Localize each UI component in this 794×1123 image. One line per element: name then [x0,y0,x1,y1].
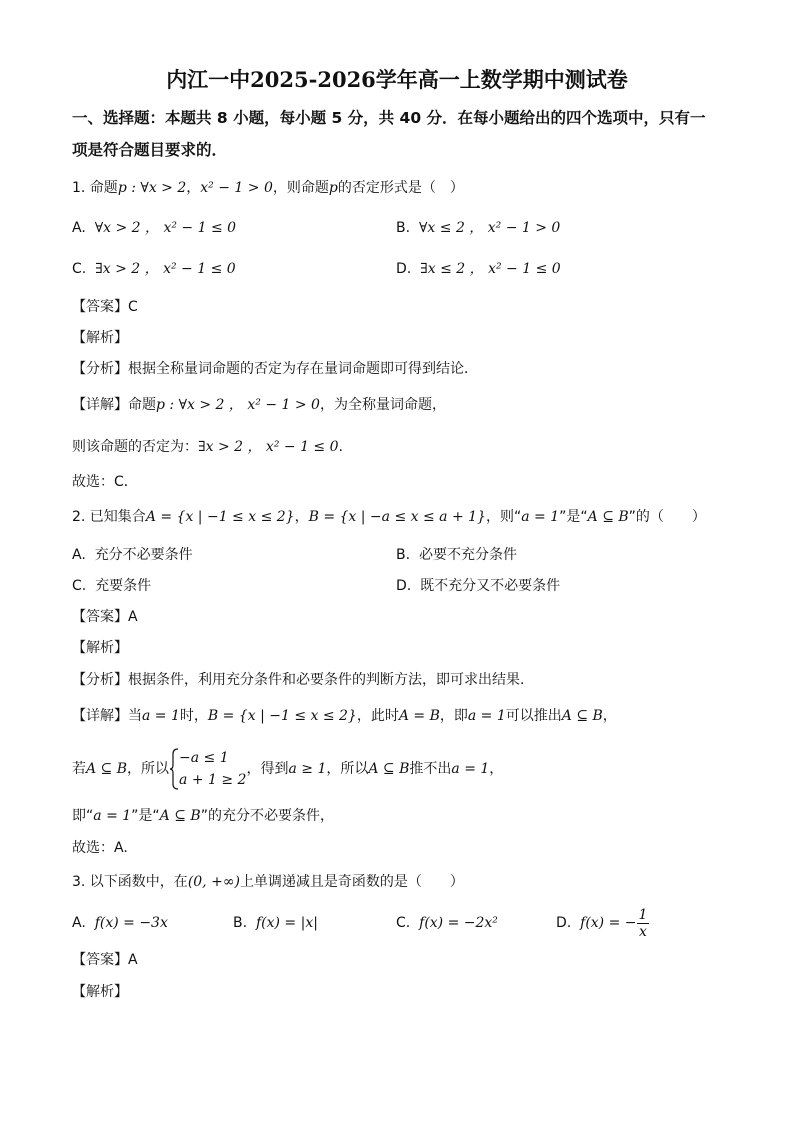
section-heading-line1: 一、选择题：本题共 8 小题，每小题 5 分，共 40 分．在每小题给出的四个选项中，只有一 [72,109,706,127]
q2-line2 [72,746,503,792]
q2-xj-t2: ，此时 [356,708,399,724]
q1-xiangjie-post: ，为全称量词命题， [319,397,446,413]
q2-answer: 【答案】A [72,609,138,625]
q2-l2-t3: ，所以 [326,761,369,777]
q2-system-row1: −a ≤ 1 [179,750,229,766]
q1-negation-math: ∃x > 2 ， x² − 1 ≤ 0 [198,439,339,455]
q2-line3 [72,806,334,826]
q1-option-d [396,259,561,279]
section-heading-line2: 项是符合题目要求的． [72,141,228,159]
q2-stem-mid: ， [294,509,309,525]
q2-l3-m1: a = 1 [93,808,132,824]
q2-set-a: A = {x | −1 ≤ x ≤ 2} [145,509,295,525]
q2-l3-m2: A ⊆ B [159,808,201,824]
q2-stem-pre: 2. 已知集合 [72,509,146,525]
q2-l2-pre: 若 [72,761,86,777]
q3-option-d-denominator: x [639,923,647,940]
q1-stem-post2: 的否定形式是（ ） [337,180,464,196]
q1-option-d-label: D. [396,261,412,277]
q1-answer: 【答案】C [72,299,138,315]
q2-l2-m2: a ≥ 1 [288,761,327,777]
q1-stem-math2: x² − 1 > 0 [200,180,273,196]
q2-xj-m3: A = B [398,708,440,724]
q3-option-b [233,913,318,933]
q3-option-a-label: A. [72,915,86,931]
q2-l2-m1: A ⊆ B [86,761,128,777]
q2-l2-m4: a = 1 [451,761,490,777]
q2-l2-m3: A ⊆ B [368,761,410,777]
q3-option-d [556,903,649,943]
q2-xj-m5: A ⊆ B [561,708,603,724]
q1-option-c [72,259,236,279]
q1-stem-math3: p [328,180,338,196]
q2-option-a-label: A. [72,547,86,563]
q2-option-b-text: 必要不充分条件 [418,547,517,563]
q1-option-c-label: C. [72,261,87,277]
q1-option-a-text: ∀x > 2 ， x² − 1 ≤ 0 [94,220,237,236]
q3-option-b-text: f(x) = |x| [255,915,318,931]
q1-stem-pre: 1. 命题 [72,180,118,196]
q2-option-a [72,545,193,565]
q3-option-c-label: C. [396,915,411,931]
q2-option-b-label: B. [396,547,411,563]
q3-option-d-numerator: 1 [638,906,648,923]
q3-stem-math: (0, +∞) [187,874,240,890]
q2-xj-pre: 【详解】当 [72,708,142,724]
q2-xj-m2: B = {x | −1 ≤ x ≤ 2} [207,708,357,724]
q1-option-c-text: ∃x > 2 ， x² − 1 ≤ 0 [95,261,236,277]
q2-analysis: 【解析】 [72,640,128,656]
q2-stem-post1: ，则“ [485,509,522,525]
q2-system-row2: a + 1 ≥ 2 [179,772,247,788]
q2-l2-t1: ，所以 [127,761,170,777]
q1-choose: 故选：C． [72,474,138,490]
q1-negation-pre: 则该命题的否定为： [72,439,198,455]
left-brace-icon [169,748,179,790]
q3-option-d-pre: f(x) = − [580,915,637,931]
q1-stem-post1: ，则命题 [272,180,329,196]
q2-l2-t5: ， [489,761,504,777]
q2-system [179,747,246,791]
q1-option-b [396,218,560,238]
q2-option-a-text: 充分不必要条件 [94,547,193,563]
q2-choose: 故选：A. [72,840,128,856]
q1-option-b-label: B. [396,220,411,236]
q2-l3-t2: ”的充分不必要条件， [200,808,334,824]
q1-stem [72,178,464,198]
q3-answer: 【答案】A [72,952,138,968]
q2-option-d-text: 既不充分又不必要条件 [420,578,561,594]
q2-xj-t5: ， [602,708,617,724]
q1-option-a-label: A. [72,220,86,236]
q2-l2-t4: 推不出 [409,761,452,777]
q1-xiangjie-pre: 【详解】命题 [72,397,156,413]
q2-cond: a = 1 [521,509,560,525]
q2-cond2: A ⊆ B [587,509,629,525]
q2-option-d-label: D. [396,578,412,594]
q3-option-c [396,913,498,933]
q2-option-c-label: C. [72,578,87,594]
q3-analysis: 【解析】 [72,984,128,1000]
q2-xiangjie [72,706,617,726]
q1-stem-mid: ， [186,180,201,196]
q2-l3-pre: 即“ [72,808,94,824]
q2-fenxi: 【分析】根据条件，利用充分条件和必要条件的判断方法，即可求出结果. [72,672,525,688]
page-title: 内江一中2025-2026学年高一上数学期中测试卷 [166,67,628,92]
q1-stem-math1: p : ∀x > 2 [117,180,187,196]
q2-l3-t1: ”是“ [131,808,160,824]
q2-xj-t4: 可以推出 [505,708,562,724]
q3-stem [72,872,464,892]
q1-negation [72,437,343,457]
q2-stem [72,507,706,527]
q3-option-a [72,913,168,933]
q2-stem-post2: ”是“ [559,509,588,525]
q2-stem-post3: ”的（ ） [628,509,706,525]
q2-option-c [72,576,151,596]
q2-option-b [396,545,517,565]
q2-option-d [396,576,560,596]
q1-analysis: 【解析】 [72,330,128,346]
q1-fenxi: 【分析】根据全称量词命题的否定为存在量词命题即可得到结论． [72,361,478,377]
q2-xj-t3: ，即 [439,708,468,724]
q1-xiangjie-math: p : ∀x > 2 ， x² − 1 > 0 [156,397,320,413]
q3-stem-pre: 3. 以下函数中，在 [72,874,188,890]
q2-option-c-text: 充要条件 [95,578,152,594]
q1-option-b-text: ∀x ≤ 2 ， x² − 1 > 0 [418,220,561,236]
q1-option-d-text: ∃x ≤ 2 ， x² − 1 ≤ 0 [420,261,561,277]
q2-l2-t2: ，得到 [246,761,289,777]
q3-option-a-text: f(x) = −3x [94,915,168,931]
q3-option-d-fraction [637,907,650,940]
q3-option-d-label: D. [556,915,572,931]
q2-xj-m4: a = 1 [467,708,506,724]
q3-stem-post: 上单调递减且是奇函数的是（ ） [239,874,464,890]
q1-xiangjie [72,395,446,415]
q2-xj-m1: a = 1 [142,708,180,724]
q2-xj-t1: 时， [179,708,208,724]
q1-option-a [72,218,236,238]
q2-set-b: B = {x | −a ≤ x ≤ a + 1} [308,509,486,525]
q1-negation-post: . [338,439,343,455]
q3-option-b-label: B. [233,915,248,931]
q3-option-c-text: f(x) = −2x² [419,915,498,931]
